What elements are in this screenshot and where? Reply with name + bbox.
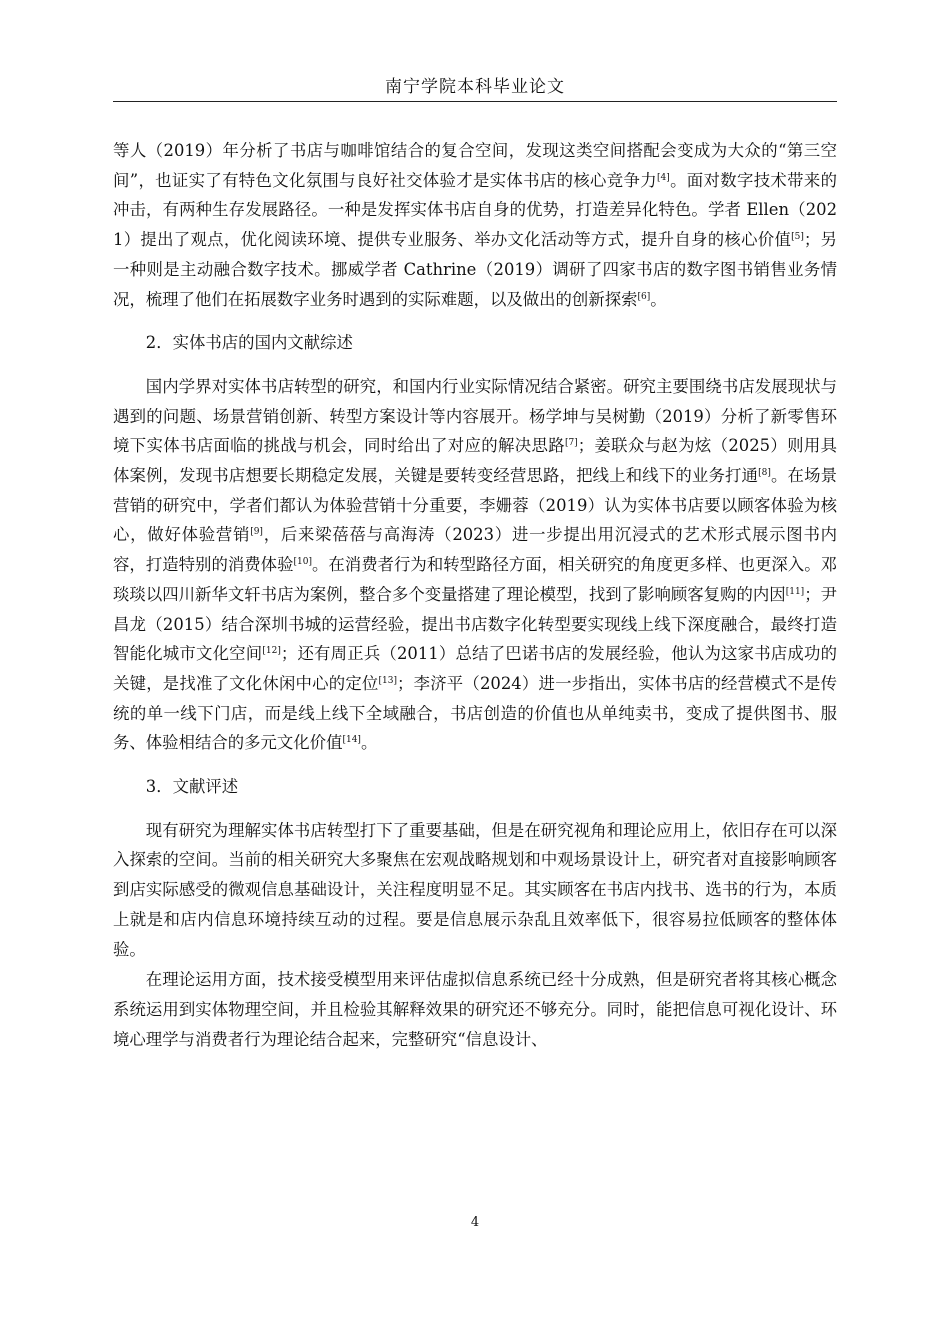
citation-marker: [4] [656, 172, 670, 183]
citation-marker: [8] [758, 468, 771, 479]
section-heading: 2．实体书店的国内文献综述 [145, 333, 353, 353]
paragraph-text: 。在场景营销的研究中，学者们都认为体验营销十分重要，李姗蓉（2019）认为实体书店要以顾客体验为核心，做好体验营销 [113, 466, 838, 545]
body-paragraph [113, 965, 837, 1054]
paragraph-text: ；另一种则是主动融合数字技术。挪威学者 Cathrine（2019）调研了四家书店的数字图书销售业务情况，梳理了他们在拓展数字业务时遇到的实际难题，以及做出的创新探索 [113, 230, 837, 309]
paragraph-text: 。在消费者行为和转型路径方面，相关研究的角度更多样、也更深入。邓琰琰以四川新华文轩书店为案例，整合多个变量搭建了理论模型，找到了影响顾客复购的内因 [113, 555, 838, 604]
citation-marker: [12] [262, 646, 281, 657]
paragraph-text: ；姜联众与赵为炫（2025）则用具体案例，发现书店想要长期稳定发展，关键是要转变经营思路，把线上和线下的业务打通 [113, 436, 837, 486]
paragraph-text: 等人（2019）年分析了书店与咖啡馆结合的复合空间，发现这类空间搭配会变成为大众的“第三空间”，也证实了有特色文化氛围与良好社交体验才是实体书店的核心竞争力 [113, 141, 837, 190]
body-paragraph [113, 816, 837, 965]
paragraph-text: ；还有周正兵（2011）总结了巴诺书店的发展经验，他认为这家书店成功的关键，是找准了文化休闲中心的定位 [113, 644, 837, 693]
paragraph-text: 国内学界对实体书店转型的研究，和国内行业实际情况结合紧密。研究主要围绕书店发展现状与遇到的问题、场景营销创新、转型方案设计等内容展开。杨学坤与吴树勤（2019）分析了新零售环境下实体书店面临的挑战与机会，同时给出了对应的解决思路 [113, 376, 837, 456]
paragraph-text: 。面对数字技术带来的冲击，有两种生存发展路径。一种是发挥实体书店自身的优势，打造差异化特色。学者 Ellen（2021）提出了观点，优化阅读环境、提供专业服务、举办文化活动等方式，提升自身的核心价值 [113, 170, 838, 250]
page-number: 4 [470, 1215, 480, 1230]
paragraph-text: ；尹昌龙（2015）结合深圳书城的运营经验，提出书店数字化转型要实现线上线下深度融合，最终打造智能化城市文化空间 [113, 584, 838, 664]
paragraph-text: 。 [650, 289, 667, 309]
paragraph-text: 。 [360, 733, 378, 753]
section-heading: 3．文献评述 [145, 777, 239, 797]
body-paragraph [113, 372, 837, 758]
paragraph-text: ；李济平（2024）进一步指出，实体书店的经营模式不是传统的单一线下门店，而是线上线下全域融合，书店创造的价值也从单纯卖书，变成了提供图书、服务、体验相结合的多元文化价值 [113, 673, 838, 753]
citation-marker: [5] [791, 232, 804, 243]
header-rule [113, 101, 837, 102]
citation-marker: [10] [293, 557, 312, 568]
citation-marker: [11] [785, 586, 805, 597]
running-header: 南宁学院本科毕业论文 [385, 77, 565, 97]
citation-marker: [14] [342, 735, 361, 746]
body-paragraph [113, 136, 837, 314]
citation-marker: [6] [637, 291, 651, 302]
paragraph-text: 现有研究为理解实体书店转型打下了重要基础，但是在研究视角和理论应用上，依旧存在可以深入探索的空间。当前的相关研究大多聚焦在宏观战略规划和中观场景设计上，研究者对直接影响顾客到店实际感受的微观信息基础设计，关注程度明显不足。其实顾客在书店内找书、选书的行为，本质上就是和店内信息环境持续互动的过程。要是信息展示杂乱且效率低下，很容易拉低顾客的整体体验。 [113, 820, 837, 959]
paragraph-text: 在理论运用方面，技术接受模型用来评估虚拟信息系统已经十分成熟，但是研究者将其核心概念系统运用到实体物理空间，并且检验其解释效果的研究还不够充分。同时，能把信息可视化设计、环境心理学与消费者行为理论结合起来，完整研究“信息设计、 [113, 970, 837, 1049]
citation-marker: [13] [378, 675, 398, 686]
document-body [113, 136, 837, 1055]
citation-marker: [9] [250, 527, 263, 538]
citation-marker: [7] [564, 438, 578, 449]
paragraph-text: ，后来梁蓓蓓与高海涛（2023）进一步提出用沉浸式的艺术形式展示图书内容，打造特别的消费体验 [113, 525, 837, 575]
